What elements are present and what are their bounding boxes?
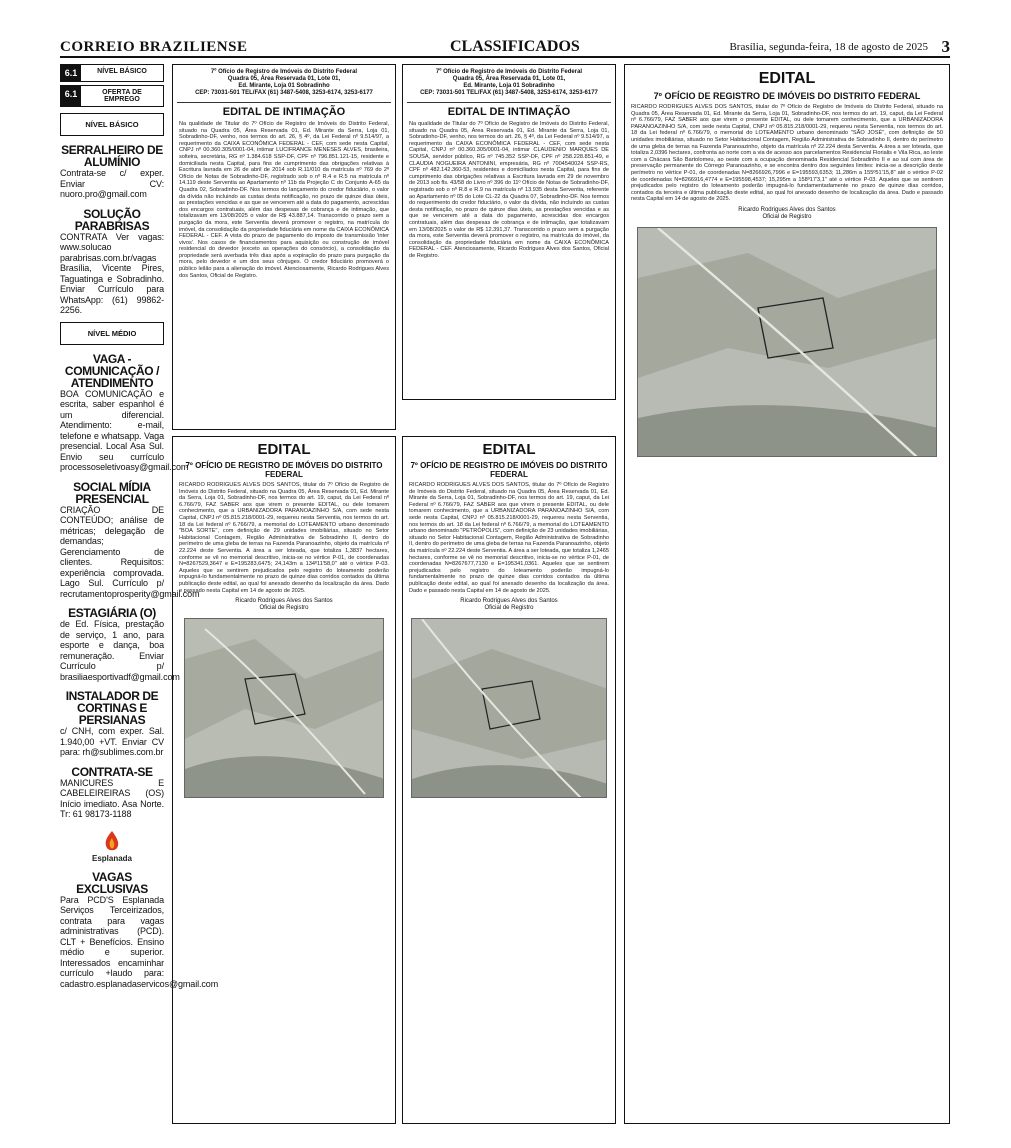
notice-title: EDITAL DE INTIMAÇÃO [222, 106, 346, 118]
ad-body: MANICURES E CABELEIREIRAS (OS) Início imediato. Asa Norte. Tr: 61 98173-1188 [60, 777, 164, 819]
ad-body: Contrata-se c/ exper. Enviar CV: nuoro.pro@gmail.com [60, 168, 164, 199]
edital-petropolis [402, 436, 616, 1124]
ad-title: INSTALADOR DE CORTINAS E PERSIANAS [65, 689, 159, 727]
classified-ad [60, 606, 180, 682]
section-title: CLASSIFICADOS [450, 38, 580, 55]
esplanada-logo [72, 830, 152, 863]
classified-ad [60, 690, 164, 758]
logo-name: Esplanada [91, 853, 132, 863]
signature-name: Ricardo Rodrigues Alves dos Santos [738, 206, 836, 213]
category-label: NÍVEL BÁSICO [97, 68, 147, 75]
signature-role: Oficial de Registro [484, 605, 534, 612]
classified-ad [60, 869, 219, 990]
notice-title: EDITAL DE INTIMAÇÃO [447, 106, 571, 118]
signature-name: Ricardo Rodrigues Alves dos Santos [235, 598, 333, 605]
page-header [60, 38, 950, 58]
classified-ad [60, 766, 164, 820]
edital-boa-sorte [172, 436, 396, 1124]
edition-date: Brasília, segunda-feira, 18 de agosto de 2025 [729, 41, 928, 53]
edital-body: RICARDO RODRIGUES ALVES DOS SANTOS, titular do 7º Ofício de Registro de Imóveis do Distrito Federal, situado na Quadra 05, Área Reservada 01, Ed. Mirante da Serra, Loja 01, Sobradinho-DF, nos termos do art. 19, caput, da Lei Federal nº 6.766/79, FAZ SABER aos que virem o presente EDITAL, ou dele tomarem conhecimento, que a URBANIZADORA PARANOAZINHO S/A, com sede nesta Capital, CNPJ nº 05.815.218/0001-29, requereu nesta Serventia, nos termos do art. 18 da Lei federal nº 6.766/79, a memorial do LOTEAMENTO urbano denominado "BOA SORTE", com definição de 29 unidades imobiliárias, situado no Setor Habitacional Contagem, Região Administrativa de Sobradinho II, dentro do perímetro de uma gleba de terras na Fazenda Paranoazinho, objeto da matrícula nº 22.224 deste Serventia. A área a ser loteada, que totaliza 1,3837 hectares, conforme se vê no memorial descritivo, inicia-se no vértice P-01, de coordenadas N=8267529,3647 e E=195283,6475; 24,143m a 134º11'58,0" até o vértice P-03. Aqueles que se sentirem prejudicados pelo registro do loteamento poderão impugná-lo fundamentalmente no prazo de quinze dias corridos contados da última publicação deste edital, ao qual foi anexado desenho da localização da área. Dado e passado nesta Capital em 14 de agosto de 2025. [179, 482, 389, 594]
ad-title: CONTRATA-SE [71, 764, 153, 779]
ad-body: BOA COMUNICAÇÃO e escrita, saber espanhol é um diferencial. Atendimento: e-mail, telefone e whatsapp. Vaga presencial. Local Asa Sul. Envio seu currículo processoseletivoasy@gmail.com [60, 388, 189, 472]
category-code: 6.1 [61, 65, 81, 81]
category-tab-employment [60, 85, 164, 107]
ad-body: de Ed. Física, prestação de serviço, 1 ano, para esporte e dança, boa remuneração. Enviar Currículo p/ brasiliaesportivadf@gmail.com [60, 619, 180, 682]
edital-body: RICARDO RODRIGUES ALVES DOS SANTOS, titular do 7º Ofício de Registro de Imóveis do Distrito Federal, situado na Quadra 05, Área Reservada 01, Ed. Mirante da Serra, Loja 01, Sobradinho-DF, nos termos do art. 19, caput, da Lei Federal nº 6.766/79, FAZ SABER aos que virem o presente EDITAL, ou dele tomarem conhecimento, que a URBANIZADORA PARANOAZINHO S/A, com sede nesta Capital, CNPJ nº 05.815.218/0001-29, requereu nesta Serventia, nos termos do art. 18 da Lei federal nº 6.766/79, a memorial do LOTEAMENTO urbano denominado "PETRÓPOLIS", com definição de 23 unidades imobiliárias, situado no Setor Habitacional Contagem, Região Administrativa de Sobradinho II, dentro do perímetro de uma gleba de terras na Fazenda Paranoazinho, objeto da matrícula nº 22.224 deste Serventia. A área a ser loteada, que totaliza 1,2465 hectares, conforme se vê no memorial descritivo, inicia-se no vértice P-01, de coordenadas N=8267677,7130 e E=195341,0361. Aqueles que se sentirem prejudicados pelo registro do loteamento poderão impugná-lo fundamentalmente no prazo de quinze dias corridos contados da última publicação deste edital, ao qual foi anexado desenho da localização da área. Dado e passado nesta Capital em 14 de agosto de 2025. [409, 482, 609, 594]
signature-block [403, 598, 615, 612]
edital-title: EDITAL [758, 70, 816, 87]
office-phone: CEP: 73031-501 TEL/FAX (61) 3487-5408, 3253-6174, 3253-6177 [195, 90, 373, 96]
divider [407, 102, 611, 103]
office-phone: CEP: 73031-501 TEL/FAX (61) 3487-5408, 3253-6174, 3253-6177 [420, 90, 598, 96]
office-name: 7º Ofício de Registro de Imóveis do Distrito Federal [435, 69, 583, 75]
ad-title: ESTAGIÁRIA (O) [68, 606, 156, 620]
classified-ad [60, 351, 189, 473]
newspaper-brand: CORREIO BRAZILIENSE [60, 39, 248, 55]
notice-intimacao-2 [402, 64, 616, 400]
page-number: 3 [941, 37, 950, 56]
aerial-map [637, 227, 937, 457]
edital-body: RICARDO RODRIGUES ALVES DOS SANTOS, titular do 7º Ofício de Registro de Imóveis do Distrito Federal, situado na Quadra 05, Área Reservada 01, Ed. Mirante da Serra, Loja 01, Sobradinho-DF, nos termos do art. 19, caput, da Lei Federal nº 6.766/79, FAZ SABER aos que virem o presente EDITAL, ou dele tomarem conhecimento, que a URBANIZADORA PARANOAZINHO S/A, com sede nesta Capital, CNPJ nº 05.815.218/0001-29, requereu nesta Serventia, nos termos do art. 18 da Lei federal nº 6.766/79, o memorial do LOTEAMENTO urbano denominado "SÃO JOSÉ", com definição de 50 unidades imobiliárias, situado no Setor Habitacional Contagem, Região Administrativa de Sobradinho II, dentro do perímetro de uma gleba de terras na Fazenda Paranoazinho, objeto da matrícula nº 22.224 desta Serventia. A área a ser loteada, que totaliza 2,0396 hectares, confronta ao norte com a via de acesso aos parcelamentos Residencial Florialis e Vila Rica, ao leste com a Chácara São Bartolomeu, ao oeste com a ocupação denominada Residencial Sobradinho II e ao sul com área de preservação permanente do Córrego Paranoazinho, e se encontra dentro dos seguintes limites: inicia-se a descrição deste perímetro no vértice P-01, de coordenadas N=8266926,7996 e E=195593,6353; 11,286m a 155º51'15,8" até o vértice P-02 de coordenadas N=8266916,4774 e E=195598,4537; 15,295m a 158º17'3,1" até o vértice P-03. Aqueles que se sentirem prejudicados pelo registro do loteamento poderão impugná-lo fundamentadamente no prazo de quinze dias corridos, contados da terceira e última publicação deste edital, ao qual foi anexado desenho de localização da área. Dado e passado nesta Capital em 14 de agosto de 2025. [631, 104, 943, 203]
notice-body: Na qualidade de Titular do 7º Ofício de Registro de Imóveis do Distrito Federal, situado na Quadra 05, Área Reservada 01, Ed. Mirante da Serra, Loja 01, Sobradinho-DF, venho, nos termos do art. 26, § 4º, da Lei Federal nº 9.514/97, a requerimento da CAIXA ECONÔMICA FEDERAL - CEF, com sede nesta Capital, CNPJ nº 00.360.305/0001-04, intimar CLAUDENIO MARQUES DE SOUSA, servidor público, RG nº 745.352 SSP-DF, CPF nº 258.228.851-49, e CLAUDIA NOGUEIRA ANTONINI, empresária, RG nº 7004540024 SSP-RS, CPF nº 482.142.360-53, residentes e domiciliados nesta Capital, para fins de cumprimento das obrigações relativas a Escritura lavrada em 29 de novembro de 2013 sob fls. 43/58 do Livro nº 396 do 11º Ofício de Notas de Sobradinho-DF, registrado sob o nº R.8 e R.9 na matrícula nº 13.935 desta Serventia, referente ao Apartamento nº 05 do Lote CL-22 da Quadra 07, Sobradinho-DF. Nos termos do requerimento do credor fiduciário, o valor da dívida, não incluindo as custas desta notificação, no prazo de quinze dias úteis, as prestações vencidas e as que se vencerem até a data do pagamento, acrescidas dos encargos contratuais, além das despesas de cobrança e de intimação, que totalizavam em 13/08/2025 o valor de R$ 12.391,37. Transcorrido o prazo sem a purgação da mora, este Serventia deverá promover o registro, na matrícula do imóvel, da consolidação da propriedade fiduciária em nome da CAIXA ECONÔMICA FEDERAL - CEF. Atenciosamente, Ricardo Rodrigues Alves dos Santos, Oficial de Registro. [409, 121, 609, 259]
edital-subtitle: 7º OFÍCIO DE REGISTRO DE IMÓVEIS DO DISTRITO FEDERAL [410, 461, 608, 479]
divider [177, 102, 391, 103]
ad-body: c/ CNH, com exper. Sal. 1.940,00 +VT. Enviar CV para: rh@sublimes.com.br [60, 726, 164, 757]
ad-body: CONTRATA Ver vagas: www.solucao parabrisas.com.br/vagas Brasília, Vicente Pires, Taguatinga e Sobradinho. Enviar Currículo para WhatsApp: (61) 99862-2256. [60, 231, 164, 315]
aerial-map-image [638, 228, 937, 457]
category-tab-basic [60, 64, 164, 82]
edital-subtitle: 7º OFÍCIO DE REGISTRO DE IMÓVEIS DO DISTRITO FEDERAL [653, 91, 921, 101]
office-address: Ed. Mirante, Loja 01 Sobradinho [238, 83, 330, 89]
ad-body: CRIAÇÃO DE CONTEÚDO; análise de métricas; delegação de demandas; Gerenciamento de clientes. Requisitos: experiência comprovada. Lago Sul. Currículo p/ recrutamentoprosperity@gmail.com [60, 504, 200, 599]
signature-name: Ricardo Rodrigues Alves dos Santos [460, 598, 558, 605]
level-basic-box: NÍVEL BÁSICO [60, 113, 164, 136]
notice-intimacao-1 [172, 64, 396, 430]
ad-title: VAGAS EXCLUSIVAS [76, 869, 148, 896]
category-code: 6.1 [61, 86, 81, 106]
ad-body: Para PCD'S Esplanada Serviços Terceirizados, contrata para vagas administrativas (PCD). CLT + Benefícios. Ensino médio e superior. Interessados encaminhar currículo +laudo para: cadastro.esplanadaservicos@gmail.com [60, 894, 219, 989]
edital-sao-jose [624, 64, 950, 1124]
aerial-map-image [185, 619, 384, 798]
office-address: Quadra 05, Área Reservada 01, Lote 01, [227, 76, 341, 82]
notice-body: Na qualidade de Titular do 7º Ofício de Registro de Imóveis do Distrito Federal, situado na Quadra 05, Área Reservada 01, Ed. Mirante da Serra, Loja 01, Sobradinho-DF, venho, nos termos do art. 26, § 4º, da Lei Federal nº 9.514/97, a requerimento da CAIXA ECONÔMICA FEDERAL - CEF, com sede nesta Capital, CNPJ nº 00.360.305/0001-04, intimar LUCIFRANCE MENESES ALVES, brasileira, solteira, secretária, RG nº 1.384.618 SSP-DF, CPF nº 796.851.121-15, residente e domiciliada nesta Capital, para fins de cumprimento das obrigações relativas à Escritura lavrada em 26 de abril de 2014 sob R.11/010 da matrícula nº 769 do 2º Ofício de Notas de Sobradinho-DF, registrado sob o nº R.4 e R.5 na matrícula nº 14.119 deste Serventia ao Apartamento nº 11b da Projeção C do Conjunto A-65 da Quadra 02, Sobradinho-DF. Nos termos do lançamento do credor fiduciário, o valor da dívida não incluindo as custas desta notificação, no prazo de quinze dias úteis, as prestações vencidas e as que se vencerem até a data do pagamento, acrescidas dos encargos contratuais, além das despesas de cobrança e de intimação, que totalizavam em 13/08/2025 o valor de R$ 43.887,14. Transcorrido o prazo sem a purgação da mora, este Serventia deverá promover o registro, na matrícula do imóvel, da consolidação da propriedade fiduciária em nome da CAIXA ECONÔMICA FEDERAL - CEF. A vista do prazo de pagamento do imposto de transmissão 'inter vivos'. Nos casos de financiamentos para aquisição ou construção de imóvel residencial do devedor (exceto as operações do consórcio), a consolidação da propriedade será averbada três dias após a expiração do prazo para purgação da mora, pelo devedor e um dos seus cônjuges. O credor fiduciário promoverá o público leilão para a alienação do imóvel. Atenciosamente, Ricardo Rodrigues Alves dos Santos, Oficial de Registro. [179, 121, 389, 279]
edital-title: EDITAL [257, 441, 311, 458]
signature-role: Oficial de Registro [762, 213, 812, 220]
flame-icon [97, 830, 127, 852]
classified-ad [60, 144, 164, 200]
classified-ad [60, 479, 200, 600]
office-address: Ed. Mirante, Loja 01 Sobradinho [463, 83, 555, 89]
edital-title: EDITAL [482, 441, 536, 458]
edital-subtitle: 7º OFÍCIO DE REGISTRO DE IMÓVEIS DO DISTRITO FEDERAL [185, 461, 383, 479]
signature-block [625, 207, 949, 221]
level-medium-box: NÍVEL MÉDIO [60, 322, 164, 345]
signature-role: Oficial de Registro [259, 605, 309, 612]
office-header [173, 65, 395, 99]
classifieds-sidebar [60, 64, 219, 1124]
category-label: OFERTA DE EMPREGO [102, 89, 142, 103]
ad-title: VAGA - COMUNICAÇÃO / ATENDIMENTO [64, 351, 160, 390]
ad-title: SERRALHEIRO DE ALUMÍNIO [61, 143, 163, 169]
aerial-map [184, 618, 384, 798]
ad-title: SOLUÇÃO PARABRISAS [74, 206, 150, 233]
office-header [403, 65, 615, 99]
signature-block [173, 598, 395, 612]
ad-title: SOCIAL MÍDIA PRESENCIAL [73, 479, 151, 506]
office-name: 7º Ofício de Registro de Imóveis do Distrito Federal [210, 69, 358, 75]
office-address: Quadra 05, Área Reservada 01, Lote 01, [452, 76, 566, 82]
classified-ad [60, 208, 164, 316]
aerial-map-image [412, 619, 607, 798]
aerial-map [411, 618, 607, 798]
